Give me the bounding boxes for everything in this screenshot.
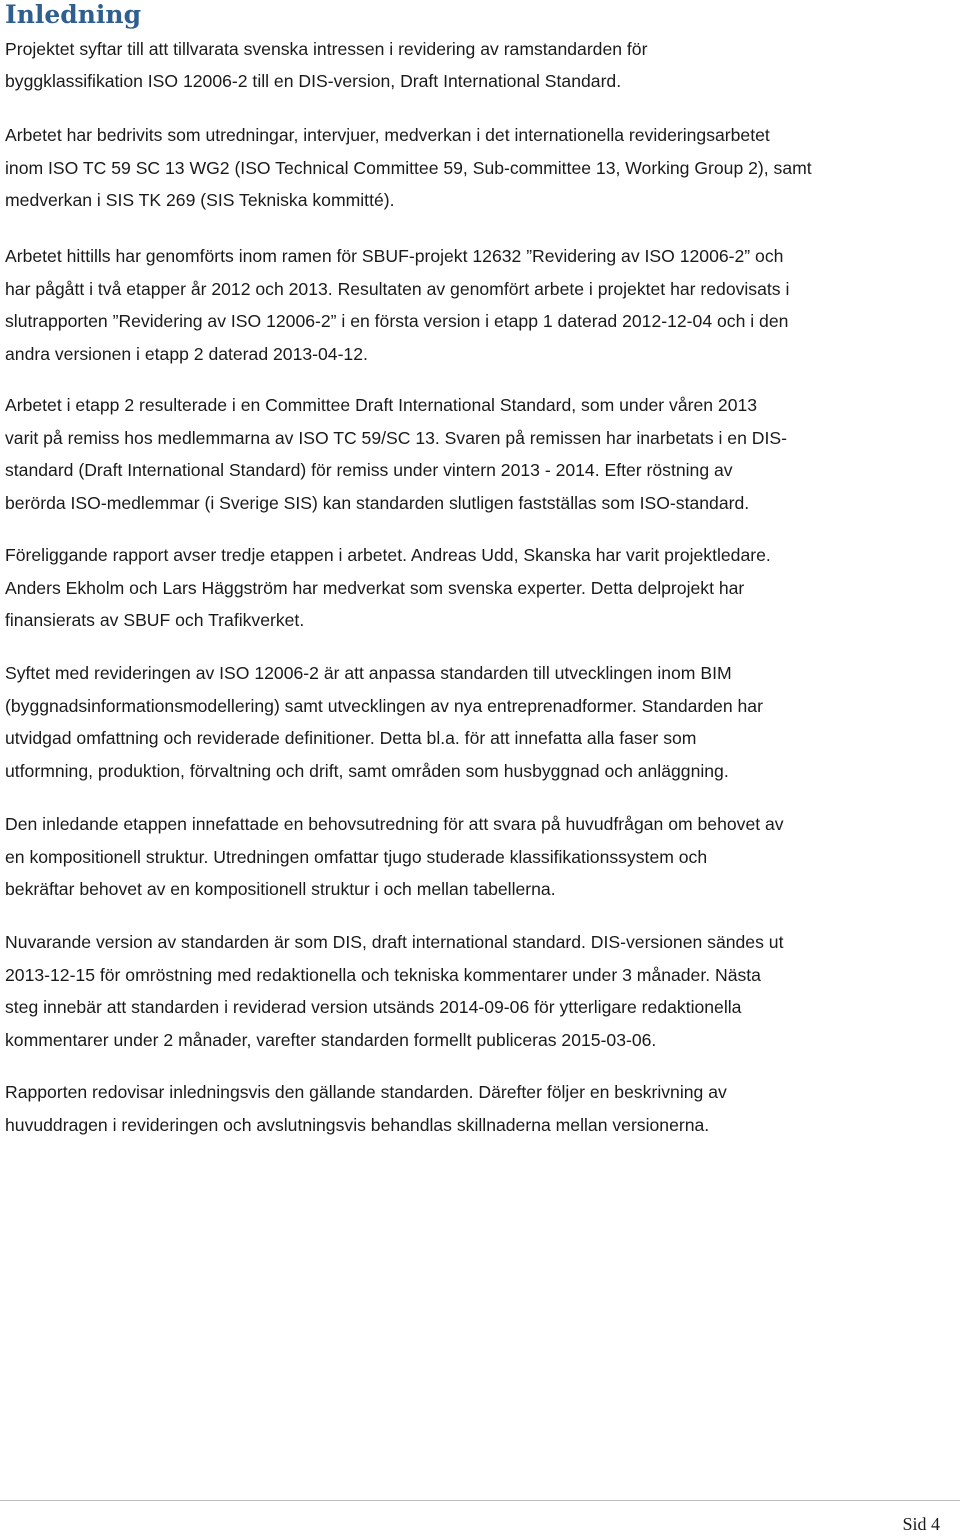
section-heading: Inledning [5, 0, 142, 29]
paragraph-line: finansierats av SBUF och Trafikverket. [5, 610, 305, 631]
paragraph-line: medverkan i SIS TK 269 (SIS Tekniska kommitté). [5, 190, 395, 211]
paragraph-current-report [5, 539, 957, 637]
paragraph-line: kommentarer under 2 månader, varefter standarden formellt publiceras 2015-03-06. [5, 1030, 657, 1051]
paragraph-line: inom ISO TC 59 SC 13 WG2 (ISO Technical Committee 59, Sub-committee 13, Working Group 2), samt [5, 157, 812, 178]
paragraph-purpose [5, 33, 957, 97]
paragraph-line: (byggnadsinformationsmodellering) samt utvecklingen av nya entreprenadformer. Standarden har [5, 695, 763, 716]
paragraph-line: en kompositionell struktur. Utredningen omfattar tjugo studerade klassifikationssystem och [5, 846, 708, 867]
paragraph-line: byggklassifikation ISO 12006-2 till en DIS-version, Draft International Standard. [5, 71, 622, 91]
footer-divider [0, 1500, 960, 1501]
paragraph-line: Den inledande etappen innefattade en behovsutredning för att svara på huvudfrågan om behovet av [5, 814, 784, 834]
paragraph-line: standard (Draft International Standard) för remiss under vintern 2013 - 2014. Efter röstning av [5, 460, 733, 481]
paragraph-line: Syftet med revideringen av ISO 12006-2 är att anpassa standarden till utvecklingen inom BIM [5, 663, 732, 683]
paragraph-line: Nuvarande version av standarden är som DIS, draft international standard. DIS-versionen sändes ut [5, 932, 784, 952]
paragraph-line: Rapporten redovisar inledningsvis den gällande standarden. Därefter följer en beskrivning av [5, 1082, 727, 1102]
paragraph-line: Arbetet i etapp 2 resulterade i en Committee Draft International Standard, som under våren 2013 [5, 395, 758, 415]
paragraph-line: berörda ISO-medlemmar (i Sverige SIS) kan standarden slutligen fastställas som ISO-standard. [5, 493, 750, 514]
paragraph-initial-stage [5, 808, 957, 906]
paragraph-stage-2-results [5, 389, 957, 520]
paragraph-line: har pågått i två etapper år 2012 och 2013. Resultaten av genomfört arbete i projektet har redovisats i [5, 278, 790, 299]
paragraph-line: huvuddragen i revideringen och avslutningsvis behandlas skillnaderna mellan versionerna. [5, 1114, 710, 1135]
page-number: Sid 4 [902, 1514, 940, 1534]
paragraph-line: steg innebär att standarden i reviderad version utsänds 2014-09-06 för ytterligare redaktionella [5, 997, 742, 1018]
paragraph-line: Arbetet hittills har genomförts inom ramen för SBUF-projekt 12632 ”Revidering av ISO 12006-2” och [5, 246, 784, 266]
paragraph-line: varit på remiss hos medlemmarna av ISO TC 59/SC 13. Svaren på remissen har inarbetats i en DIS- [5, 427, 787, 448]
paragraph-line: Arbetet har bedrivits som utredningar, intervjuer, medverkan i det internationella revideringsarbetet [5, 125, 770, 145]
paragraph-line: bekräftar behovet av en kompositionell struktur i och mellan tabellerna. [5, 879, 556, 900]
paragraph-methods [5, 119, 957, 217]
paragraph-current-version [5, 926, 957, 1057]
paragraph-project-history [5, 240, 957, 371]
paragraph-line: utformning, produktion, förvaltning och drift, samt områden som husbyggnad och anläggning. [5, 761, 729, 782]
paragraph-line: utvidgad omfattning och reviderade definitioner. Detta bl.a. för att innefatta alla faser som [5, 728, 697, 749]
paragraph-report-overview [5, 1076, 957, 1141]
paragraph-line: Föreliggande rapport avser tredje etappen i arbetet. Andreas Udd, Skanska har varit projektledare. [5, 545, 771, 565]
paragraph-line: slutrapporten ”Revidering av ISO 12006-2” i en första version i etapp 1 daterad 2012-12-04 och i den [5, 311, 789, 332]
paragraph-line: 2013-12-15 för omröstning med redaktionella och tekniska kommentarer under 3 månader. Nästa [5, 964, 761, 985]
paragraph-revision-purpose [5, 657, 957, 788]
paragraph-line: Projektet syftar till att tillvarata svenska intressen i revidering av ramstandarden för [5, 39, 648, 59]
paragraph-line: Anders Ekholm och Lars Häggström har medverkat som svenska experter. Detta delprojekt har [5, 577, 745, 598]
paragraph-line: andra versionen i etapp 2 daterad 2013-04-12. [5, 344, 368, 365]
